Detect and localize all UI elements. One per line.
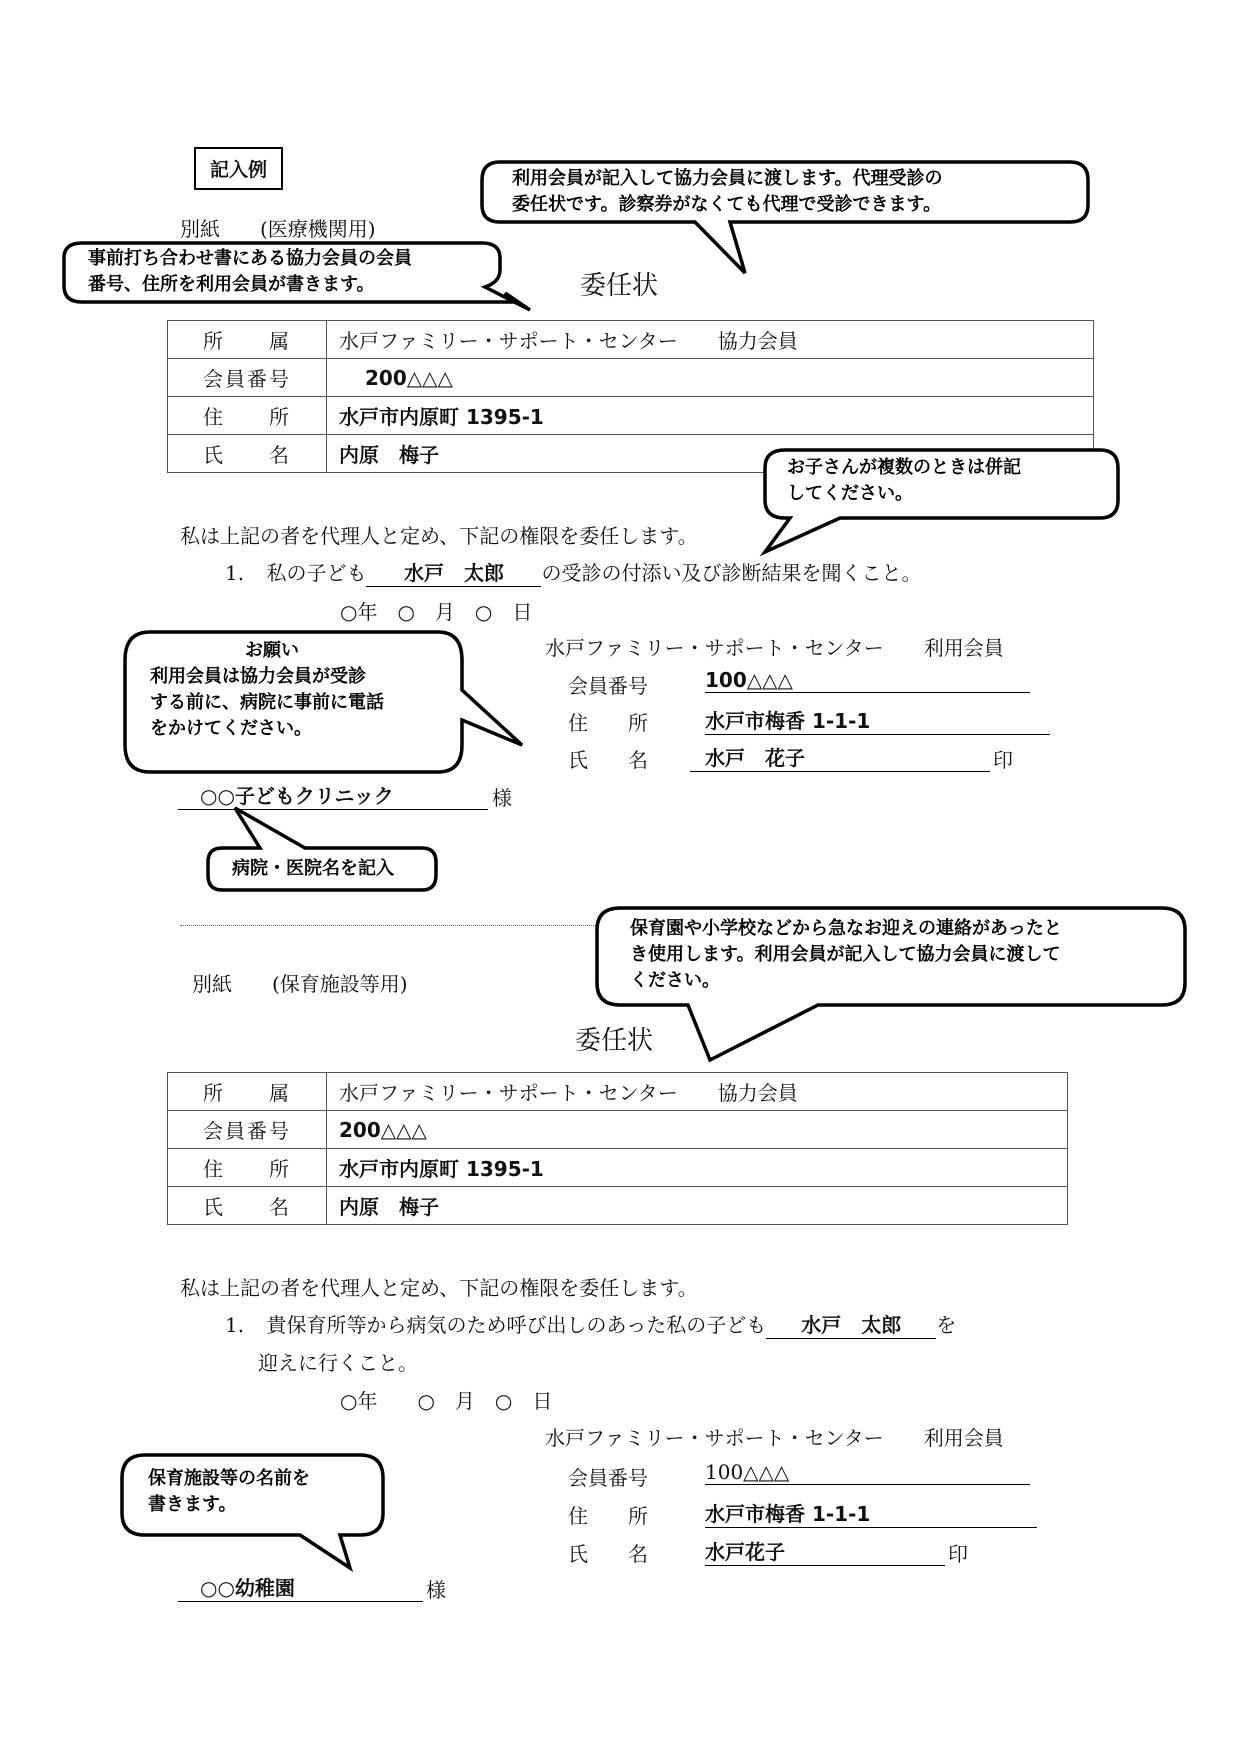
table-label: 住 所	[168, 397, 327, 435]
bubble-5: 病院・医院名を記入	[232, 858, 394, 879]
section2-item-line2: 迎えに行くこと。	[258, 1351, 418, 1375]
bubble-2-line: 番号、住所を利用会員が書きます。	[88, 274, 375, 295]
honorific: 様	[492, 786, 512, 810]
bubble-3-line: してください。	[787, 483, 913, 504]
section1-header: 別紙 (医療機関用)	[180, 217, 376, 241]
item-prefix: 私の子ども	[266, 561, 367, 585]
table-label: 会員番号	[168, 359, 327, 397]
bubble-6-line: き使用します。利用会員が記入して協力会員に渡して	[630, 944, 1061, 965]
example-label: 記入例	[194, 147, 283, 190]
section1-date: ○年 ○ 月 ○ 日	[340, 600, 533, 624]
member-no-value: 100△△△	[705, 668, 1030, 693]
bubble-4-line: する前に、病院に事前に電話	[150, 692, 384, 713]
section2-statement: 私は上記の者を代理人と定め、下記の権限を委任します。	[180, 1276, 698, 1300]
table-label: 氏 名	[168, 1187, 327, 1225]
table-value: 200△△△	[327, 359, 1094, 397]
table-value: 内原 梅子	[327, 435, 1094, 473]
bubble-4-line: 利用会員は協力会員が受診	[150, 666, 366, 687]
bubble-4-title: お願い	[245, 640, 299, 661]
section2-org: 水戸ファミリー・サポート・センター 利用会員	[545, 1426, 1004, 1450]
item-suffix: を	[936, 1313, 957, 1337]
section2-header: 別紙 (保育施設等用)	[192, 972, 408, 996]
section2-title: 委任状	[575, 1026, 654, 1056]
bubble-4-line: をかけてください。	[150, 718, 312, 739]
seal-mark: 印	[993, 748, 1013, 772]
table-value: 内原 梅子	[327, 1187, 1068, 1225]
table-value: 水戸ファミリー・サポート・センター 協力会員	[327, 321, 1094, 359]
address-value: 水戸市梅香 1-1-1	[705, 1498, 1037, 1528]
bubble-1-line: 委任状です。診察券がなくても代理で受診できます。	[512, 194, 942, 215]
table-value: 水戸ファミリー・サポート・センター 協力会員	[327, 1073, 1068, 1111]
bubble-4	[150, 638, 384, 742]
bubble-6-line: 保育園や小学校などから急なお迎えの連絡があったと	[630, 918, 1062, 939]
bubble-3-line: お子さんが複数のときは併記	[787, 457, 1021, 478]
name-value: 水戸 花子	[690, 742, 990, 772]
bubble-3	[787, 455, 1021, 507]
table-label: 所 属	[168, 1073, 327, 1111]
member-no-label: 会員番号	[568, 674, 648, 698]
bubble-6-line: ください。	[630, 970, 720, 991]
item-prefix: 貴保育所等から病気のため呼び出しのあった私の子ども	[266, 1313, 767, 1337]
table-value: 200△△△	[327, 1111, 1068, 1149]
recipient-name: ○○幼稚園	[178, 1572, 423, 1602]
address-label: 住 所	[568, 711, 648, 735]
bubble-7	[148, 1466, 310, 1518]
name-label: 氏 名	[568, 1542, 648, 1566]
bubble-2-line: 事前打ち合わせ書にある協力会員の会員	[88, 248, 412, 269]
bubble-2	[88, 246, 412, 298]
member-no-label: 会員番号	[568, 1466, 648, 1490]
address-label: 住 所	[568, 1504, 648, 1528]
address-value: 水戸市梅香 1-1-1	[705, 705, 1050, 735]
table-label: 住 所	[168, 1149, 327, 1187]
bubble-7-line: 書きます。	[148, 1494, 237, 1515]
table-value: 水戸市内原町 1395-1	[327, 397, 1094, 435]
section1-statement: 私は上記の者を代理人と定め、下記の権限を委任します。	[180, 524, 698, 548]
recipient-name: ○○子どもクリニック	[178, 780, 488, 810]
child-name: 水戸 太郎	[766, 1309, 936, 1339]
honorific: 様	[426, 1578, 446, 1602]
section1-title: 委任状	[580, 271, 659, 301]
name-label: 氏 名	[568, 748, 648, 772]
table-label: 会員番号	[168, 1111, 327, 1149]
table-label: 氏 名	[168, 435, 327, 473]
member-no-value: 100△△△	[705, 1460, 1030, 1485]
bubble-6	[630, 916, 1062, 994]
item-number: 1.	[225, 561, 245, 585]
item-number: 1.	[225, 1313, 245, 1337]
item-suffix: の受診の付添い及び診断結果を聞くこと。	[541, 561, 922, 585]
bubble-1	[512, 166, 943, 218]
table-label: 所 属	[168, 321, 327, 359]
section1-org: 水戸ファミリー・サポート・センター 利用会員	[545, 636, 1004, 660]
table-value: 水戸市内原町 1395-1	[327, 1149, 1068, 1187]
section2-date: ○年 ○ 月 ○ 日	[340, 1389, 553, 1413]
child-name: 水戸 太郎	[366, 557, 541, 587]
seal-mark: 印	[948, 1542, 968, 1566]
bubble-7-line: 保育施設等の名前を	[148, 1468, 310, 1489]
bubble-1-line: 利用会員が記入して協力会員に渡します。代理受診の	[512, 168, 943, 189]
name-value: 水戸花子	[705, 1536, 945, 1566]
